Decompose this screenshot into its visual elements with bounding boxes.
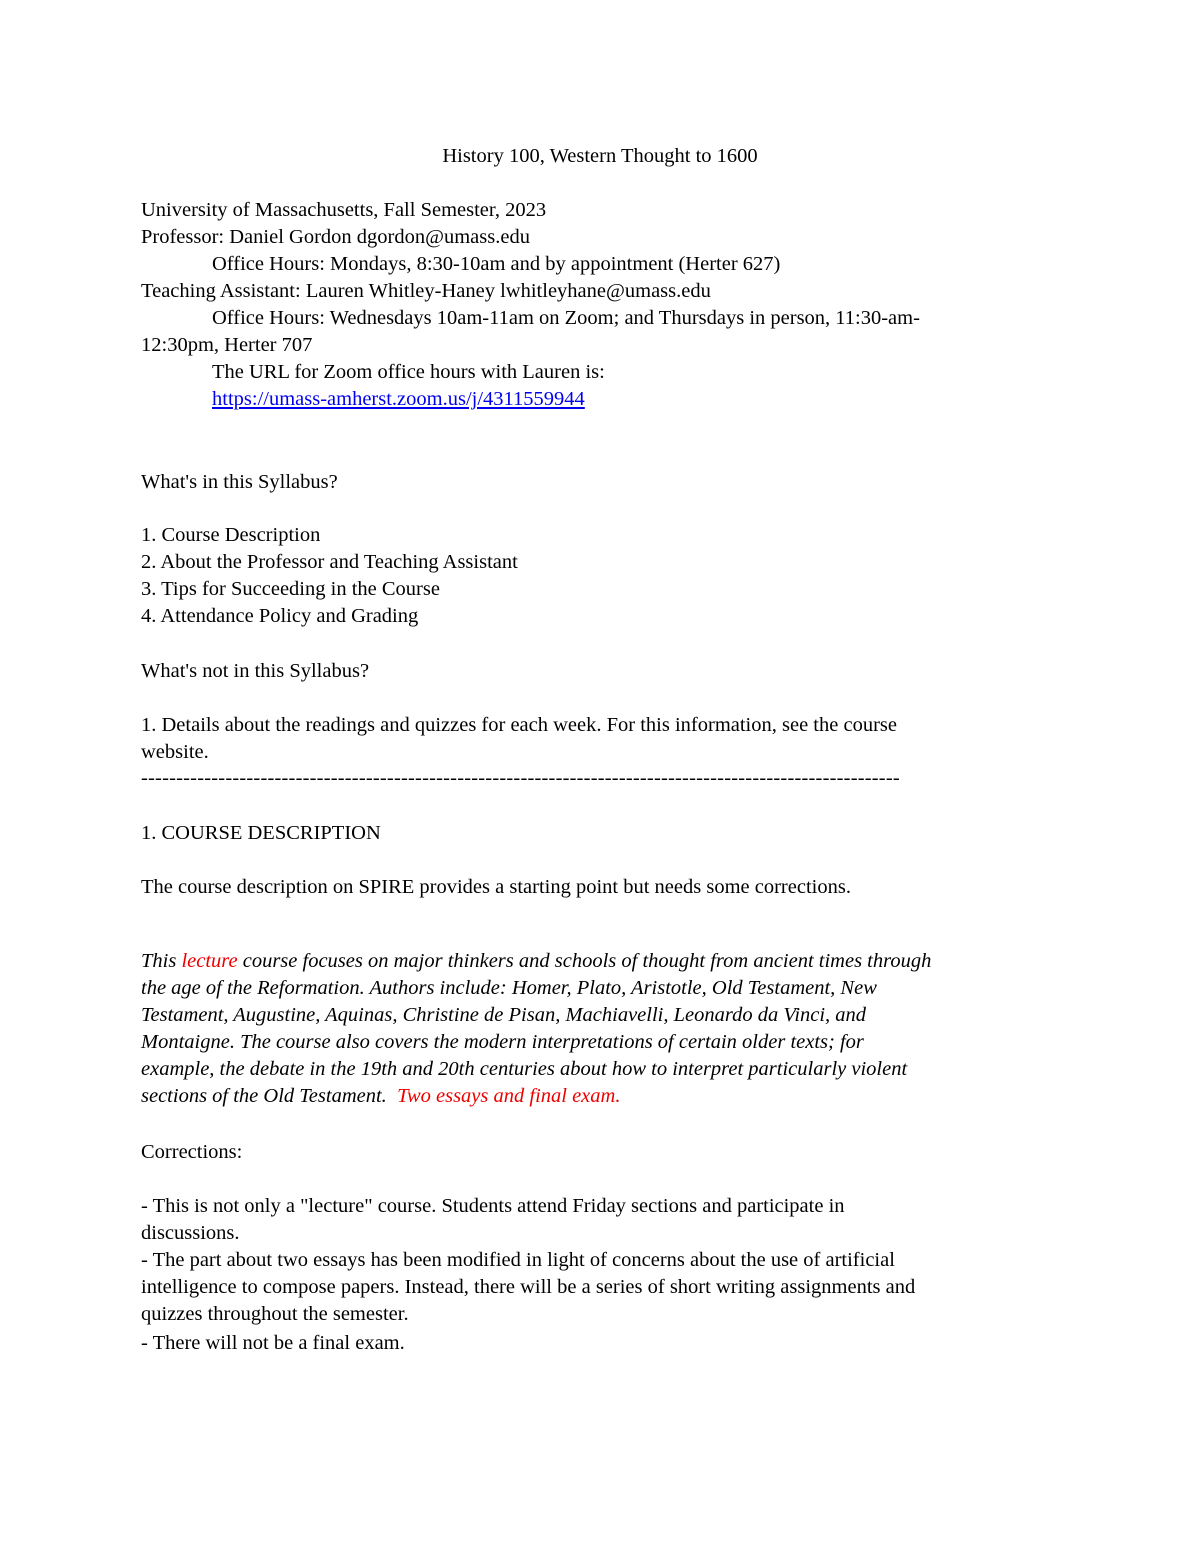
corrections-heading: Corrections:: [141, 1141, 243, 1163]
document-title: History 100, Western Thought to 1600: [442, 145, 758, 167]
contents-item: 4. Attendance Policy and Grading: [141, 605, 419, 627]
quote-text: This: [141, 950, 182, 972]
spire-quote-line-3: Testament, Augustine, Aquinas, Christine de Pisan, Machiavelli, Leonardo da Vinci, and: [141, 1004, 867, 1026]
professor-office-hours: Office Hours: Mondays, 8:30-10am and by appointment (Herter 627): [212, 253, 781, 275]
quote-text: course focuses on major thinkers and schools of thought from ancient times through: [237, 950, 932, 972]
quote-text: sections of the Old Testament.: [141, 1085, 398, 1107]
quote-highlight-lecture: lecture: [181, 950, 238, 972]
spire-quote-line-4: Montaigne. The course also covers the modern interpretations of certain older texts; for: [141, 1031, 864, 1053]
section-divider: ------------------------------------------------------------------------------------------------------------: [141, 767, 900, 789]
professor-line: Professor: Daniel Gordon dgordon@umass.edu: [141, 226, 530, 248]
course-description-intro: The course description on SPIRE provides a starting point but needs some corrections.: [141, 876, 851, 898]
spire-quote-line-2: the age of the Reformation. Authors include: Homer, Plato, Aristotle, Old Testament, New: [141, 977, 877, 999]
correction-item: - This is not only a "lecture" course. Students attend Friday sections and participate in: [141, 1195, 845, 1217]
correction-item: intelligence to compose papers. Instead, there will be a series of short writing assignments and: [141, 1276, 916, 1298]
quote-highlight-essays: Two essays and final exam: [397, 1085, 616, 1107]
contents-item: 2. About the Professor and Teaching Assistant: [141, 551, 518, 573]
correction-item: discussions.: [141, 1222, 240, 1244]
correction-item: quizzes throughout the semester.: [141, 1303, 409, 1325]
correction-item: - There will not be a final exam.: [141, 1332, 405, 1354]
section-heading-course-description: 1. COURSE DESCRIPTION: [141, 822, 381, 844]
contents-item: 3. Tips for Succeeding in the Course: [141, 578, 440, 600]
university-line: University of Massachusetts, Fall Semester, 2023: [141, 199, 547, 221]
spire-quote-line-5: example, the debate in the 19th and 20th centuries about how to interpret particularly violent: [141, 1058, 908, 1080]
contents-item: 1. Course Description: [141, 524, 321, 546]
spire-quote-line-6: [141, 1083, 620, 1110]
spire-quote-line-1: [141, 948, 931, 975]
ta-office-hours-line-1: Office Hours: Wednesdays 10am-11am on Zoom; and Thursdays in person, 11:30-am-: [212, 307, 920, 329]
quote-period: .: [615, 1085, 621, 1107]
zoom-link[interactable]: https://umass-amherst.zoom.us/j/4311559944: [212, 388, 585, 410]
zoom-link-row: [212, 386, 585, 413]
not-contents-heading: What's not in this Syllabus?: [141, 660, 370, 682]
zoom-intro: The URL for Zoom office hours with Lauren is:: [212, 361, 605, 383]
not-contents-item-line-2: website.: [141, 741, 209, 763]
ta-office-hours-line-2: 12:30pm, Herter 707: [141, 334, 313, 356]
correction-item: - The part about two essays has been modified in light of concerns about the use of artificial: [141, 1249, 895, 1271]
not-contents-item-line-1: 1. Details about the readings and quizzes for each week. For this information, see the course: [141, 714, 897, 736]
ta-line: Teaching Assistant: Lauren Whitley-Haney lwhitleyhane@umass.edu: [141, 280, 711, 302]
contents-heading: What's in this Syllabus?: [141, 471, 338, 493]
